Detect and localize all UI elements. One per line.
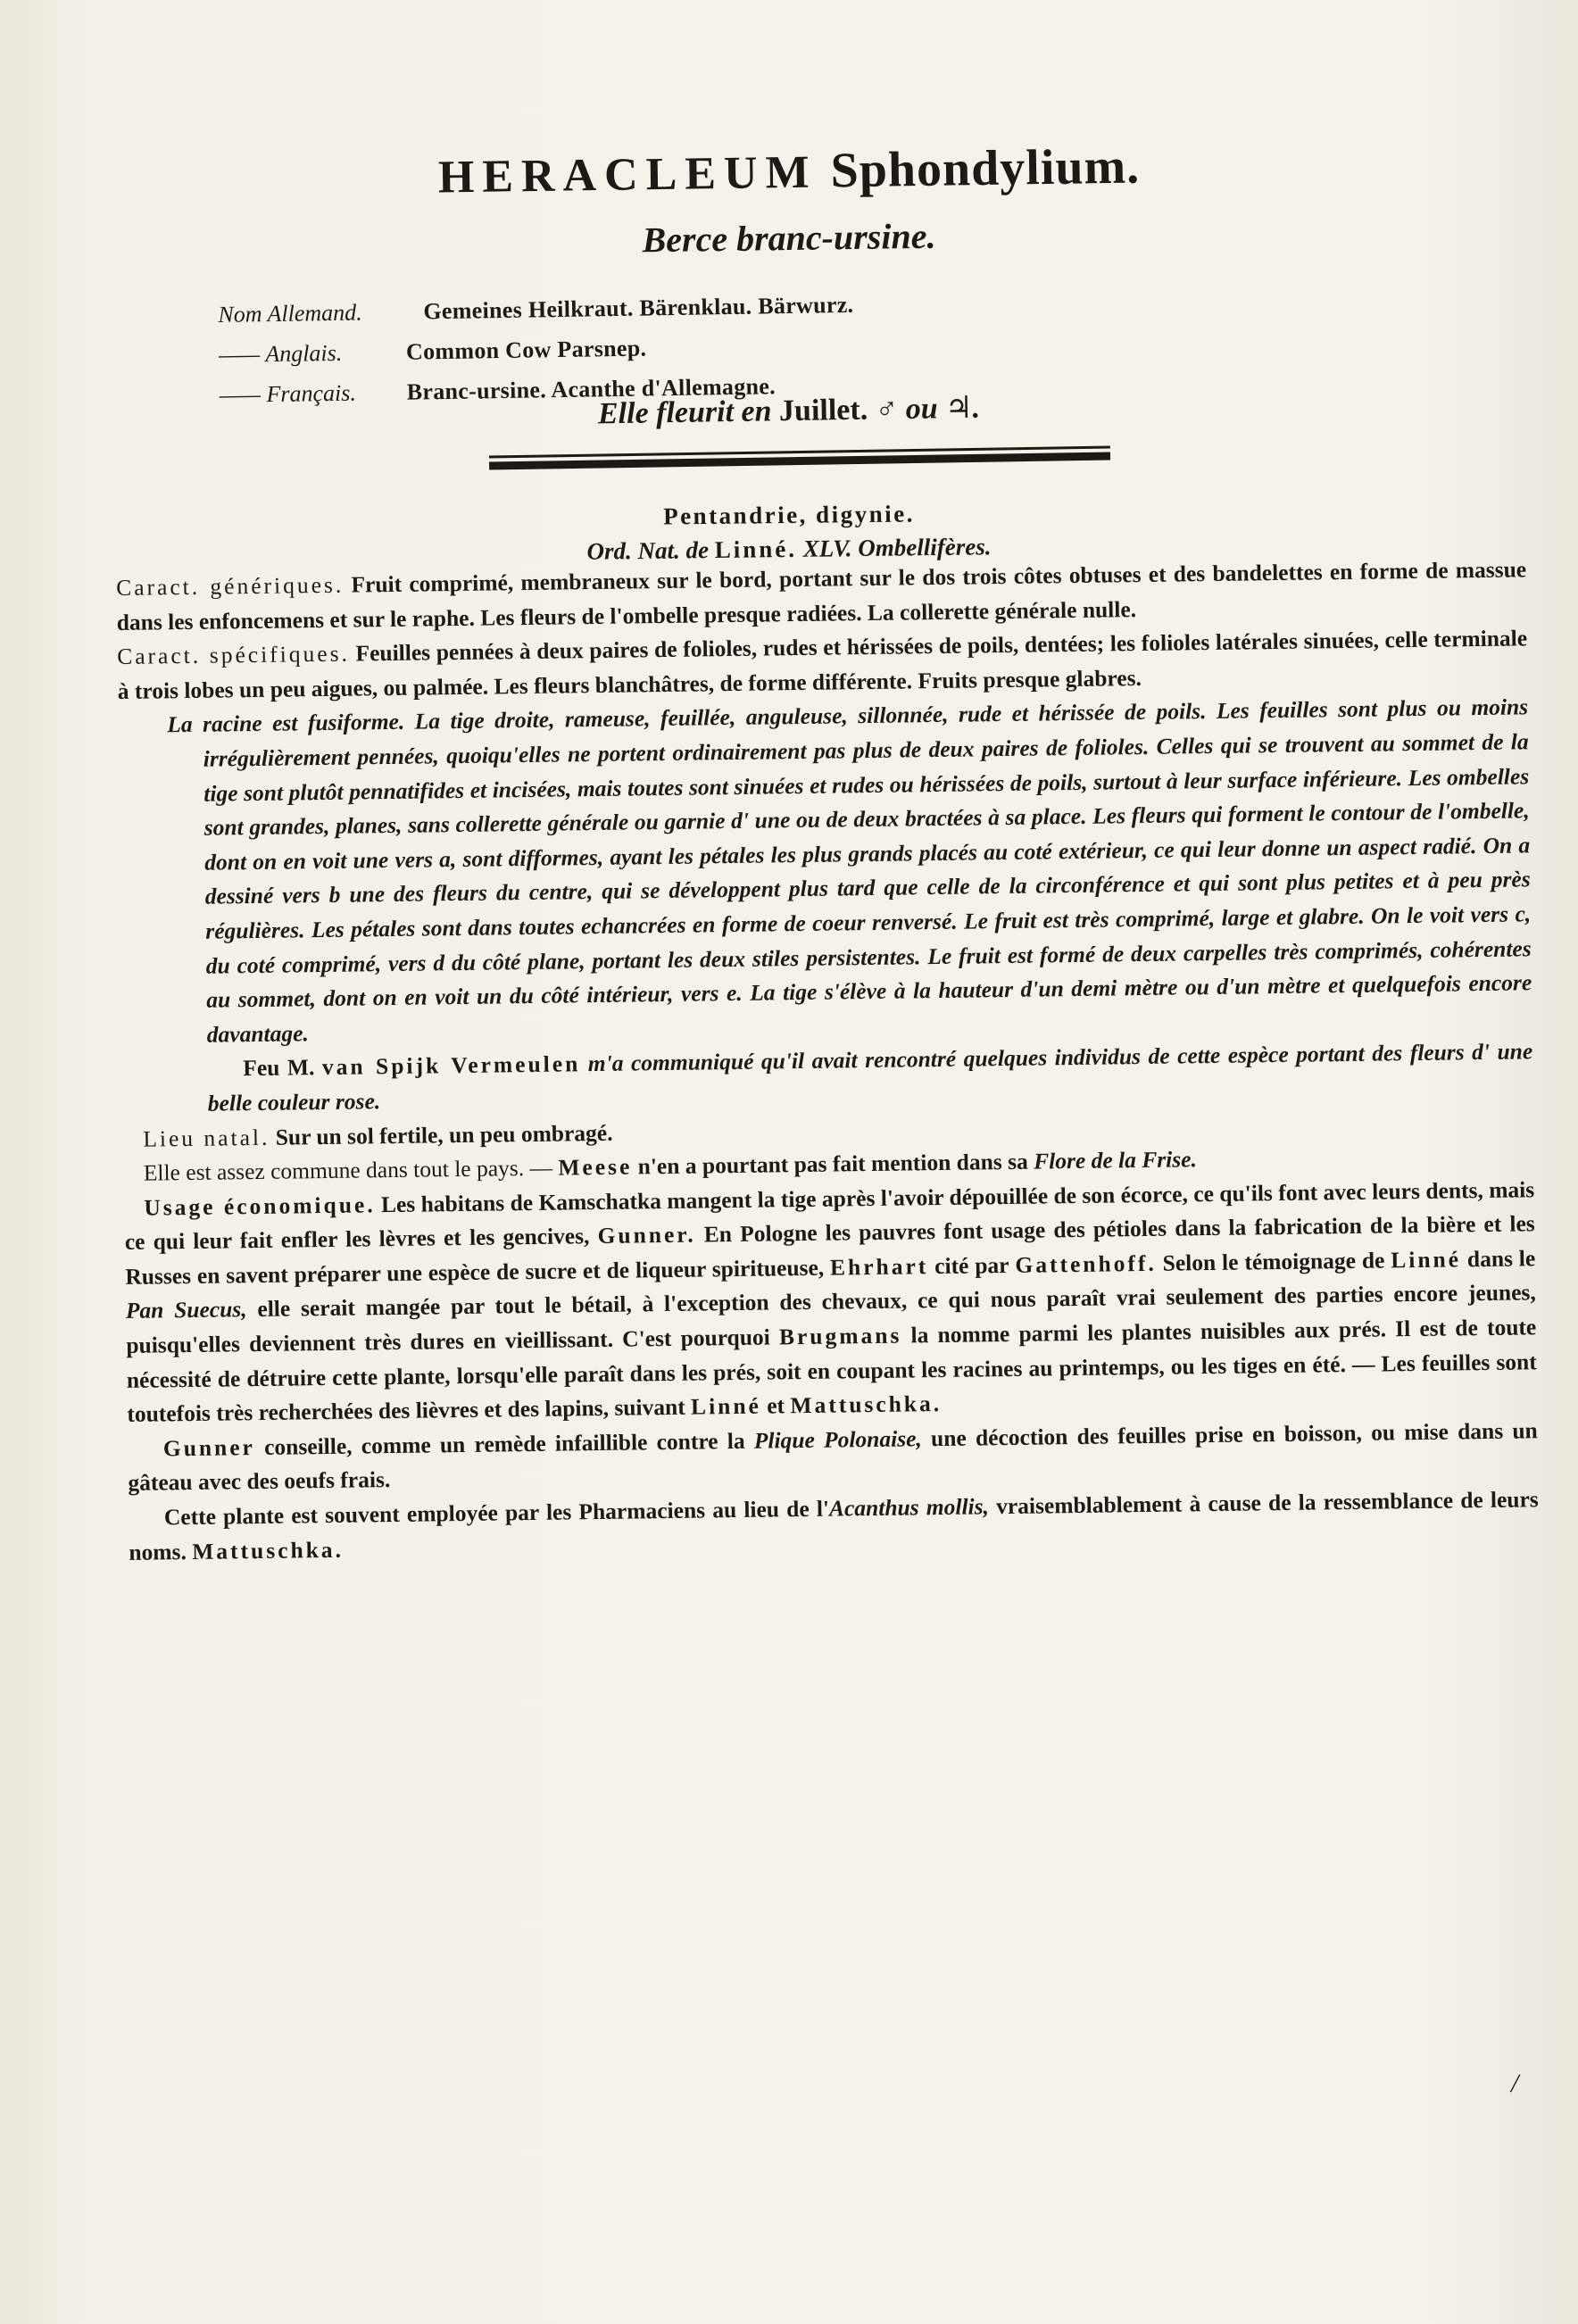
feu-text: m'a communiqué qu'il avait rencontré quelques individus de cette espèce portant des fleurs d' une belle couleur rose. — [207, 1038, 1533, 1116]
order-prefix: Ord. Nat. de — [586, 536, 710, 565]
linne: Linné — [690, 1392, 762, 1420]
specific-text: Feuilles pennées à deux paires de folioles, rudes et hérissées de poils, dentées; les folioles latérales sinuées, celle terminale à trois lobes un peu aigues, ou palmée. Les fleurs blanchâtres, de forme différente. Fruits presque glabres. — [117, 625, 1528, 704]
name-value: Branc-ursine. Acanthe d'Allemagne. — [406, 373, 777, 405]
order-linne: Linné. — [714, 535, 798, 564]
name-value: Gemeines Heilkraut. Bärenklau. Bärwurz. — [423, 291, 854, 325]
mattuschka: Mattuschka. — [192, 1536, 345, 1565]
generic-label: Caract. génériques. — [116, 571, 345, 601]
usage-d: Selon le témoignage de — [1162, 1247, 1385, 1276]
specific-label: Caract. spécifiques. — [117, 640, 351, 670]
page-title — [0, 132, 1578, 212]
name-value: Common Cow Parsnep. — [405, 335, 647, 365]
usage-a: Les habitans de Kamschatka mangent la tige après l'avoir dépouillée de son écorce, ce qu'ils font avec leurs dents, mais ce qui leur fait enfler les lèvres et les gencives, — [124, 1175, 1535, 1256]
lang-label: —— Anglais. — [218, 339, 343, 368]
double-rule-divider — [489, 446, 1110, 474]
acanthus: Acanthus mollis, — [828, 1493, 990, 1522]
ehrhart: Ehrhart — [829, 1253, 929, 1281]
feu-name: van Spijk Vermeulen — [321, 1050, 581, 1081]
usage-b: En Pologne les pauvres font usage des pétioles dans la fabrication de la bière et les Russes en savent préparer une espèce de sucre et de liqueur spiritueuse, — [125, 1210, 1535, 1290]
species-name: Sphondylium. — [830, 138, 1141, 199]
description: La racine est fusiforme. La tige droite, rameuse, feuillée, anguleuse, sillonnée, rude et hérissée de poils. Les feuilles sont plus ou moins irrégulièrement pennées, quoiqu'elles ne portent ordinairement pas plus de deux paires de folioles. Celles qui se trouvent au sommet de la tige sont plutôt pennatifides et incisées, mais toutes sont sinuées et rudes ou hérissées de poils, surtout à leur surface inférieure. Les ombelles sont grandes, planes, sans collerette générale ou garnie d' une ou de deux bractées à sa place. Les fleurs qui forment le contour de l'ombelle, dont on en voit une vers a, sont difformes, ayant les pétales les plus grands placés au coté extérieur, ce qui leur donne un aspect radié. On a dessiné vers b une des fleurs du centre, qui se développent plus tard que celle de la circonférence et qui sont plus petites et à peu près régulières. Les pétales sont dans toutes echancrées en forme de coeur renversé. Le fruit est très comprimé, large et glabre. On le voit vers c, du coté comprimé, vers d du côté plane, portant les deux stiles persistentes. Le fruit est formé de deux carpelles très comprimés, cohérentes au sommet, dont on en voit un du côté intérieur, vers e. La tige s'élève à la hauteur d'un demi mètre ou d'un mètre et quelquefois encore davantage. — [167, 693, 1532, 1048]
usage-g: la nomme parmi les plantes nuisibles aux prés. Il est de toute nécessité de détruire cette plante, lorsqu'elle paraît dans les prés, soit en coupant les racines au printemps, ou les tiges en été. — Les feuilles sont toutefois très recherchées des lièvres et des lapins, suivant — [126, 1314, 1537, 1428]
and: et — [767, 1392, 785, 1419]
mattuschka: Mattuschka. — [790, 1390, 943, 1419]
meese: Meese — [558, 1153, 633, 1181]
plique: Plique Polonaise, — [753, 1425, 923, 1454]
brugmans: Brugmans — [778, 1322, 902, 1350]
pharm-a: Cette plante est souvent employée par les Pharmaciens au lieu de l' — [163, 1495, 830, 1531]
usage — [124, 1173, 1537, 1432]
marginal-mark: / — [1511, 2069, 1519, 2098]
remede-a: conseille, comme un remède infaillible contre la — [263, 1427, 745, 1460]
lieu-label: Lieu natal. — [143, 1124, 270, 1152]
lang-label: Nom Allemand. — [218, 299, 362, 328]
feu-label: Feu M. — [243, 1054, 315, 1082]
order-rest: XLV. Ombellifères. — [802, 533, 992, 562]
linnaean-class: Pentandrie, digynie. — [662, 500, 916, 530]
usage-label: Usage économique. — [144, 1191, 376, 1221]
pan-suecus: Pan Suecus, — [125, 1296, 247, 1324]
gunner: Gunner — [162, 1433, 256, 1462]
genus-name: HERACLEUM — [437, 146, 818, 203]
lang-label: —— Français. — [219, 379, 357, 408]
common-b: n'en a pourtant pas fait mention dans sa — [637, 1148, 1028, 1180]
gunner: Gunner. — [597, 1221, 696, 1249]
gattenhoff: Gattenhoff. — [1015, 1249, 1157, 1278]
generic-text: Fruit comprimé, membraneux sur le bord, portant sur le dos trois côtes obtuses et des bandelettes en forme de massue dans les enfoncemens et sur le raphe. Les fleurs de l'ombelle presque radiées. La collerette générale nulle. — [116, 556, 1527, 635]
remede-b: une décoction des feuilles prise en boisson, ou mise dans un gâteau avec des oeufs frais. — [128, 1417, 1538, 1497]
usage-f: elle serait mangée par tout le bétail, à l'exception des chevaux, ce qui nous paraît vrai seulement des parties encore jeunes, puisqu'elles deviennent très dures en vieillissant. C'est pourquoi — [126, 1279, 1536, 1358]
flore: Flore de la Frise. — [1033, 1146, 1198, 1174]
flowering-symbols: ♂ ou ♃. — [875, 391, 981, 427]
flowering-month: Juillet. — [778, 393, 868, 428]
linne: Linné — [1391, 1246, 1462, 1274]
pharm-b: vraisemblablement à cause de la ressemblance de leurs noms. — [129, 1486, 1539, 1565]
lieu-text: Sur un sol fertile, un peu ombragé. — [275, 1119, 613, 1150]
common-name: Berce branc-ursine. — [642, 215, 936, 261]
body-text — [116, 552, 1540, 1570]
usage-c: cité par — [934, 1251, 1009, 1279]
flowering-prefix: Elle fleurit en — [597, 394, 772, 431]
common-a: Elle est assez commune dans tout le pays. — — [143, 1154, 553, 1186]
usage-e: dans le — [1466, 1245, 1536, 1273]
